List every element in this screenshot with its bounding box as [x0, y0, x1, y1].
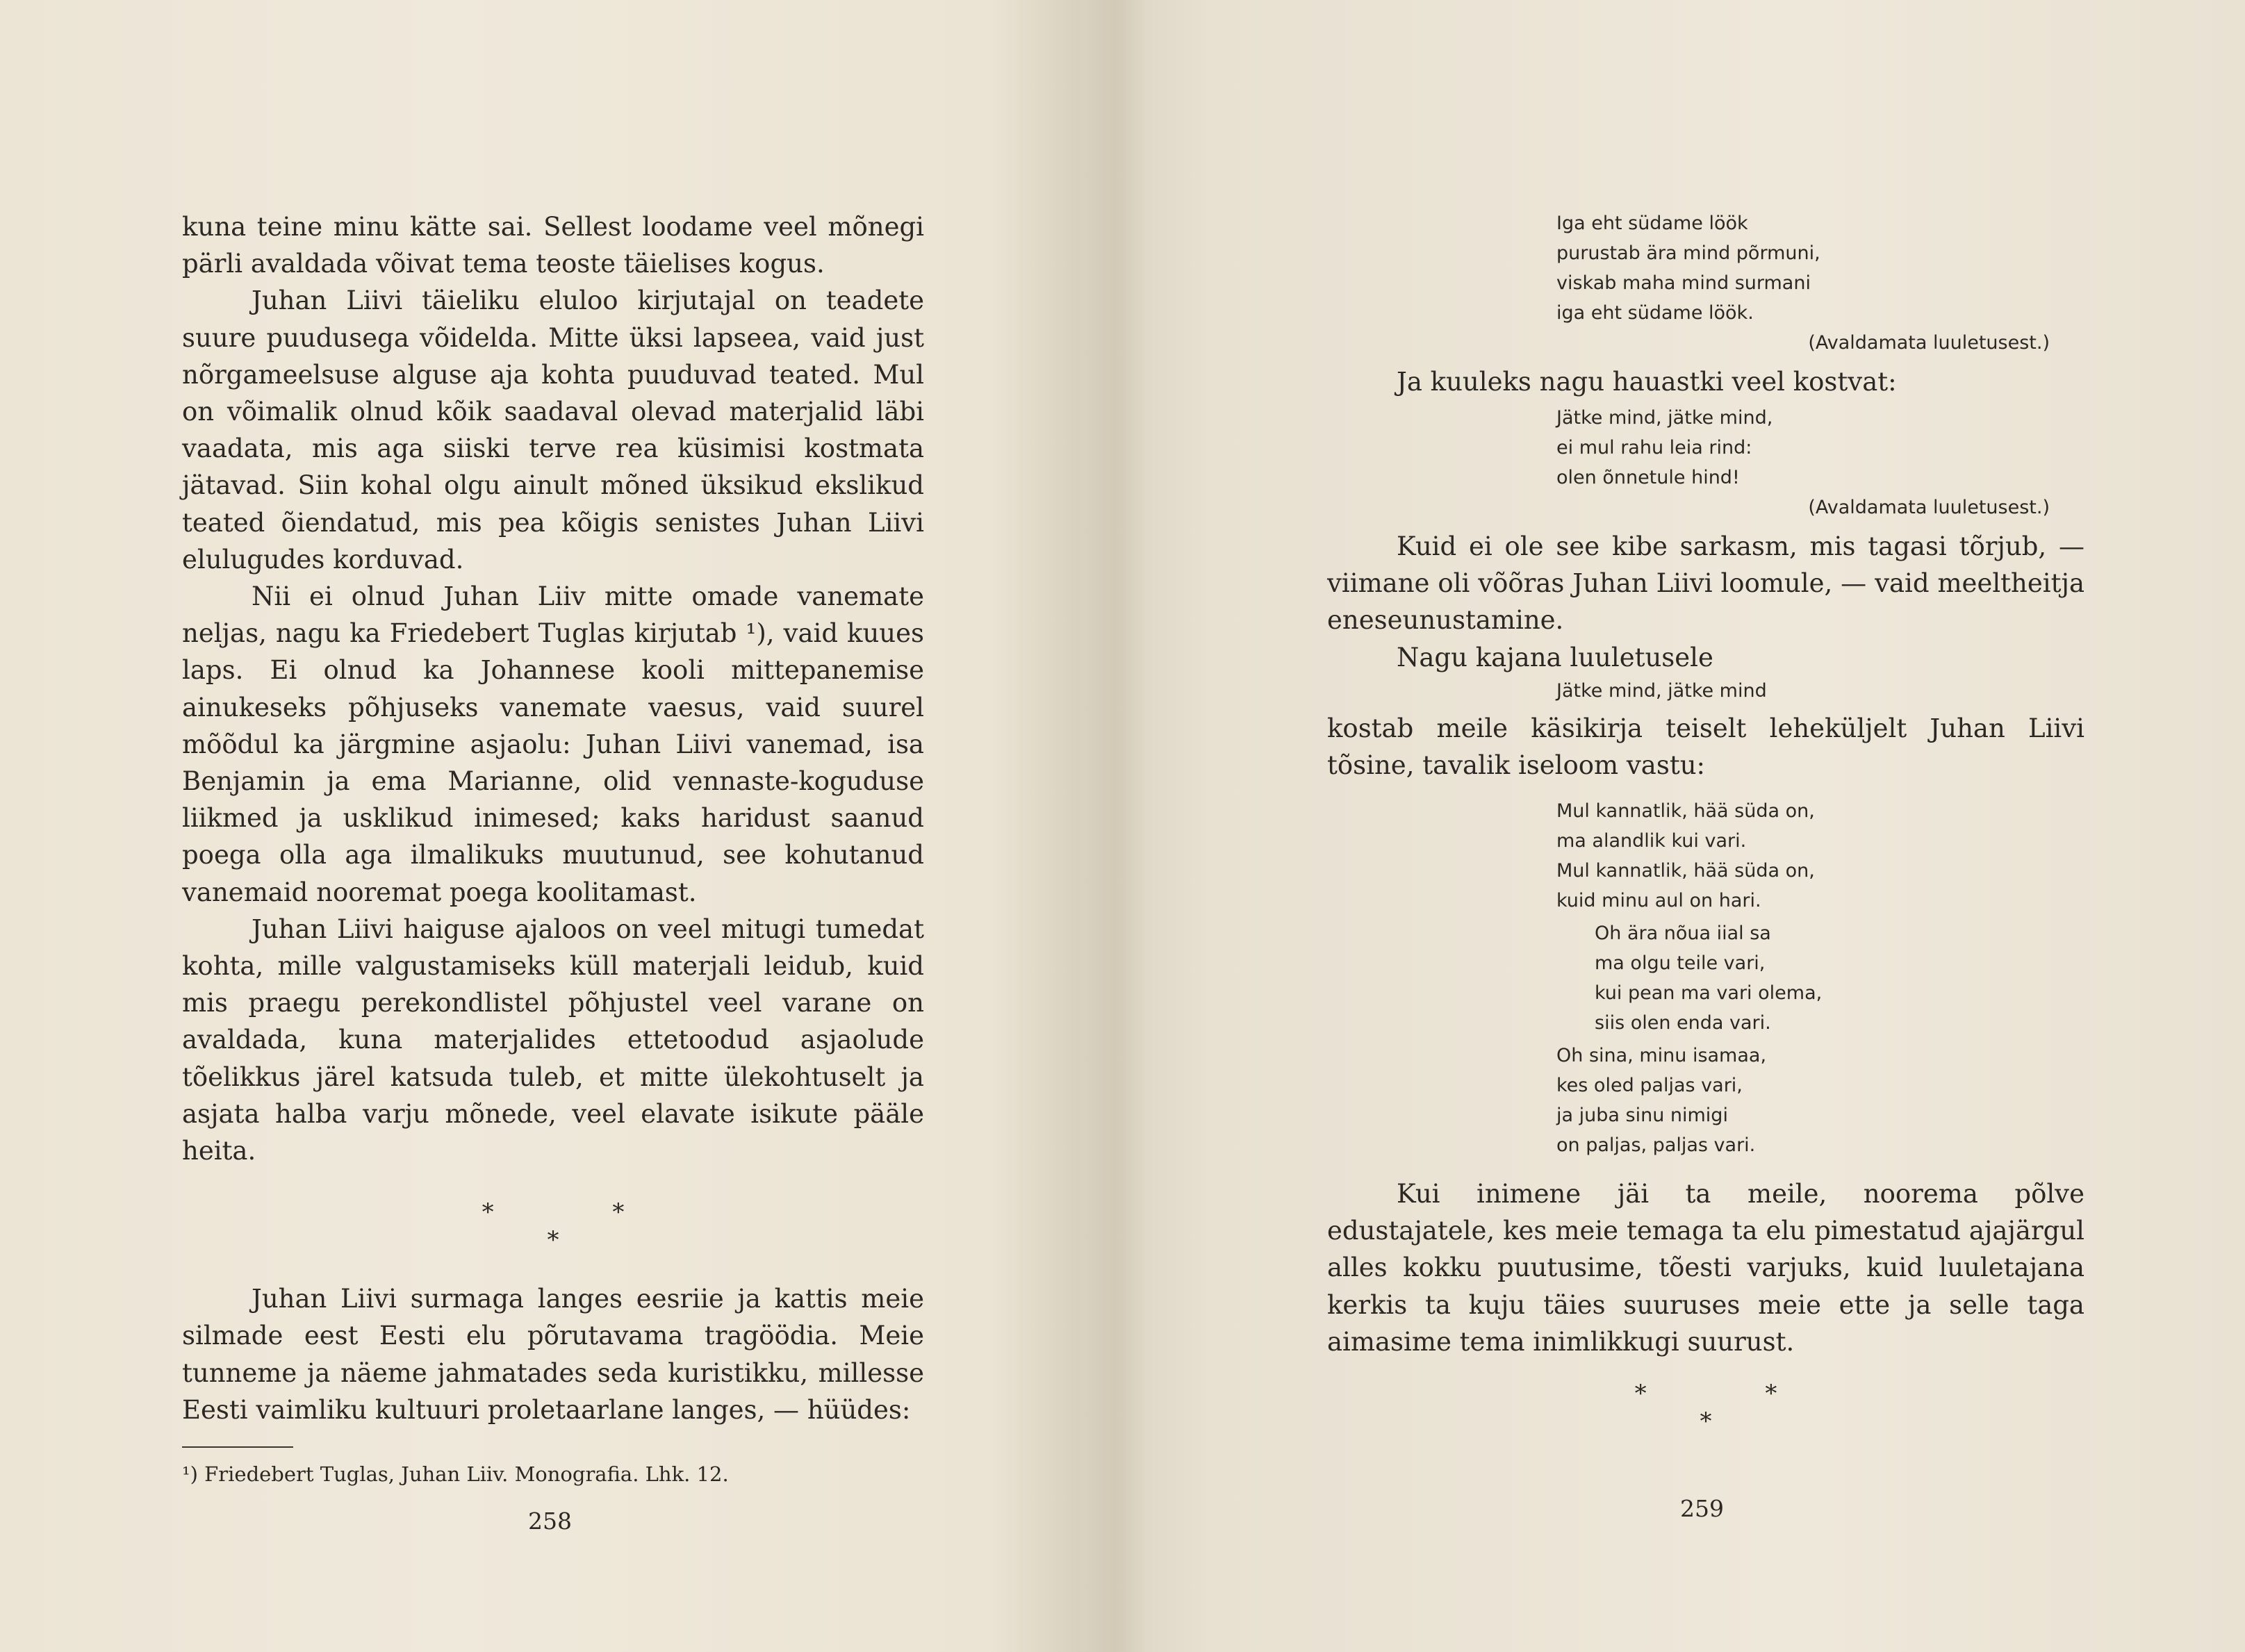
poem-attribution: (Avaldamata luuletusest.): [1808, 332, 2050, 354]
paragraph: kuna teine minu kätte sai. Sellest loodame veel mõnegi pärli avaldada võivat tema teoste täielises kogus.: [182, 212, 924, 279]
poem-line: Jätke mind, jätke mind: [1556, 679, 1767, 702]
poem-stanza: [1595, 918, 2084, 1038]
paragraph: kostab meile käsikirja teiselt leheküljelt Juhan Liivi tõsine, tavalik iseloom vastu:: [1327, 713, 2084, 780]
poem-line: kui pean ma vari olema,: [1595, 982, 1823, 1005]
poem-line: Mul kannatlik, hää süda on,: [1556, 860, 1815, 882]
page-number: 259: [1680, 1495, 1724, 1522]
paragraph: Kui inimene jäi ta meile, noorema põlve edustajatele, kes meie temaga ta elu pimestatud ajajärgul alles kokku puutusime, tõesti varjuks, kuid luuletajana kerkis ta kuju täies suuruses meie ette ja selle taga aimasime tema inimlikkugi suurust.: [1327, 1179, 2084, 1357]
footnote: ¹) Friedebert Tuglas, Juhan Liiv. Monografia. Lhk. 12.: [182, 1462, 729, 1487]
page-number: 258: [528, 1508, 572, 1535]
poem-line: Iga eht südame löök: [1556, 213, 1748, 234]
poem-line: kes oled paljas vari,: [1556, 1075, 1743, 1097]
paragraph: Juhan Liivi täieliku eluloo kirjutajal on teadete suure puudusega võidelda. Mitte üksi lapseea, vaid just nõrgameelsuse alguse aja kohta puuduvad teated. Mul on võimalik olnud kõik saadaval olevad materjalid läbi vaadata, mis aga siiski terve rea küsimisi kostmata jätavad. Siin kohal olgu ainult mõned üksikud ekslikud teated õiendatud, mis pea kõigis senistes Juhan Liivi elulugudes korduvad.: [182, 286, 924, 575]
poem-line: Mul kannatlik, hää süda on,: [1556, 800, 1815, 823]
poem-line: ja juba sinu nimigi: [1556, 1105, 1728, 1127]
left-page: [0, 0, 1084, 1652]
footnote-rule: [182, 1446, 293, 1448]
paragraph: Juhan Liivi haiguse ajaloos on veel mitugi tumedat kohta, mille valgustamiseks küll materjali leidub, kuid mis praegu perekondlistel põhjustel veel varane on avaldada, kuna materjalides ettetoodud asjaolude tõelikkus järel katsuda tuleb, et mitte ülekohtuselt ja asjata halba varju mõnede, veel elavate isikute pääle heita.: [182, 914, 924, 1166]
poem-attribution: (Avaldamata luuletusest.): [1808, 497, 2050, 518]
poem-line: purustab ära mind põrmuni,: [1556, 242, 1820, 264]
poem-stanza: [1556, 796, 2084, 916]
paragraph: Kuid ei ole see kibe sarkasm, mis tagasi tõrjub, — viimane oli võõras Juhan Liivi loomule, — vaid meeltheitja eneseunustamine.: [1327, 531, 2084, 636]
poem-line: olen õnnetule hind!: [1556, 467, 1740, 488]
separator-stars-bottom: *: [547, 1226, 559, 1255]
poem: [1556, 796, 2084, 1160]
left-text-column: [182, 208, 924, 1488]
separator-stars-top: * *: [1634, 1380, 1833, 1408]
poem-line: iga eht südame löök.: [1556, 302, 1754, 324]
poem-line: Jätke mind, jätke mind,: [1556, 407, 1773, 429]
separator-stars-top: * *: [482, 1198, 680, 1227]
paragraph: Nii ei olnud Juhan Liiv mitte omade vanemate neljas, nagu ka Friedebert Tuglas kirjutab ¹), vaid kuues laps. Ei olnud ka Johannese kooli mittepanemise ainukeseks põhjuseks vanemate vaesus, vaid suurel mõõdul ka järgmine asjaolu: Juhan Liivi vanemad, isa Benjamin ja ema Marianne, olid vennaste-koguduse liikmed ja usklikud inimesed; kaks haridust saanud poega olla aga ilmalikuks muutunud, see kohutanud vanemaid nooremat poega koolitamast.: [182, 581, 924, 907]
separator-stars-bottom: *: [1700, 1407, 1712, 1436]
poem-stanza: [1556, 676, 2084, 706]
paragraph: Juhan Liivi surmaga langes eesriie ja kattis meie silmade eest Eesti elu põrutavama tragöödia. Meie tunneme ja näeme jahmatades seda kuristikku, millesse Eesti vaimliku kultuuri proletaarlane langes, — hüüdes:: [182, 1284, 924, 1425]
text-line: Ja kuuleks nagu hauastki veel kostvat:: [1397, 367, 1897, 397]
text-line: Nagu kajana luuletusele: [1397, 642, 1713, 672]
poem-line: Oh sina, minu isamaa,: [1556, 1045, 1767, 1067]
poem-line: on paljas, paljas vari.: [1556, 1134, 1756, 1157]
poem-line: ei mul rahu leia rind:: [1556, 437, 1752, 459]
poem-line: ma alandlik kui vari.: [1556, 830, 1747, 852]
section-separator: [1327, 1380, 2084, 1435]
right-text-column: [1327, 208, 2084, 1462]
poem-stanza: [1556, 1041, 2084, 1160]
poem-line: kuid minu aul on hari.: [1556, 890, 1761, 912]
poem-line: Oh ära nõua iial sa: [1595, 923, 1771, 945]
poem-line: ma olgu teile vari,: [1595, 952, 1766, 975]
poem-line: viskab maha mind surmani: [1556, 272, 1811, 294]
poem-stanza: [1556, 208, 2084, 328]
section-separator: [182, 1198, 924, 1254]
poem-stanza: [1556, 403, 2084, 493]
right-page: [1126, 0, 2245, 1652]
poem-line: siis olen enda vari.: [1595, 1012, 1771, 1034]
